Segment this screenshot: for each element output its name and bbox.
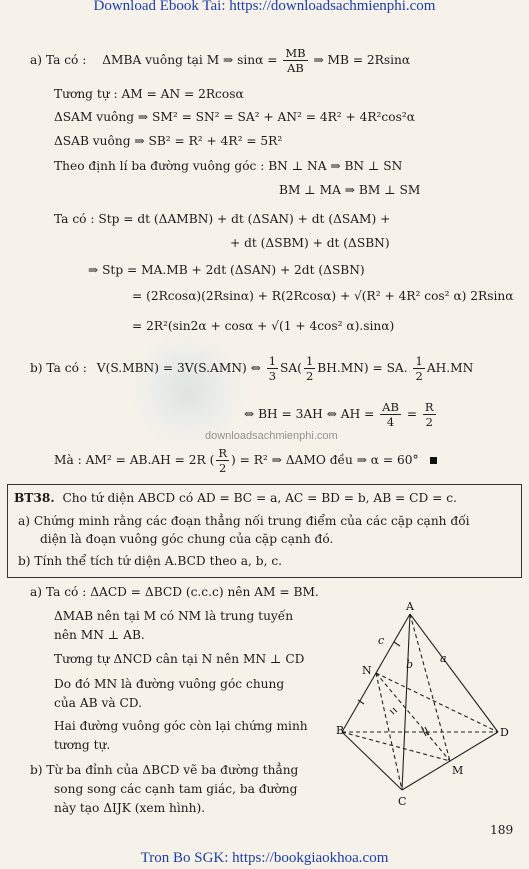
bt38-question-a1: a) Chứng minh rằng các đoạn thẳng nối trung điểm của các cặp cạnh đối [18, 514, 470, 528]
part-a-line1: a) Ta có : ΔMBA vuông tại M ⇒ sinα = $\frac{MB}{AB}$ ⇒ MB = 2Rsinα [30, 46, 411, 75]
part-a-line3: ΔSAM vuông ⇒ SM² = SN² = SA² + AN² = 4R² + 4R²cos²α [54, 110, 415, 124]
part-a-line10: = (2Rcosα)(2Rsinα) + R(2Rcosα) + √(R² + 4R² cos² α) 2Rsinα [132, 289, 514, 303]
part-a-line4: ΔSAB vuông ⇒ SB² = R² + 4R² = 5R² [54, 134, 283, 148]
part-a-line9: ⇒ Stp = MA.MB + 2dt (ΔSAN) + 2dt (ΔSBN) [88, 263, 365, 277]
edge-label-c: c [378, 634, 385, 647]
bt38-statement: BT38. Cho tứ diện ABCD có AD = BC = a, AC = BD = b, AB = CD = c. [14, 491, 457, 505]
vertex-label-c: C [398, 795, 407, 808]
solution-line4: Tương tự ΔNCD cân tại N nên MN ⊥ CD [54, 652, 305, 666]
header-link[interactable]: Download Ebook Tai: https://downloadsachmienphi.com [93, 0, 436, 14]
edge-label-a: a [440, 652, 447, 665]
solution-line5: Do đó MN là đường vuông góc chung [54, 677, 285, 691]
part-b-line2: ⇔ BH = 3AH ⇔ AH = $\frac{AB}{4}$ = $\frac{R}{2}$ [244, 400, 434, 429]
page-number: 189 [490, 823, 514, 837]
part-a-line5: Theo định lí ba đường vuông góc : BN ⊥ NA ⇒ BN ⊥ SN [54, 159, 403, 173]
part-a-label: a) Ta có : [30, 53, 87, 67]
bt38-title: BT38. [14, 491, 55, 505]
tetrahedron-figure [338, 600, 508, 810]
solution-line9: b) Từ ba đỉnh của ΔBCD vẽ ba đường thẳng [30, 763, 299, 777]
solution-line11: này tạo ΔIJK (xem hình). [54, 801, 206, 815]
end-of-proof-square [430, 457, 437, 464]
part-a-line6: BM ⊥ MA ⇒ BM ⊥ SM [279, 183, 421, 197]
vertex-label-d: D [500, 726, 509, 739]
edge-label-b: b [406, 658, 414, 671]
watermark-text: downloadsachmienphi.com [205, 430, 338, 442]
footer-link[interactable]: Tron Bo SGK: https://bookgiaokhoa.com [140, 850, 389, 866]
bt38-question-b: b) Tính thể tích tứ diện A.BCD theo a, b, c. [18, 554, 283, 568]
solution-line3: nên MN ⊥ AB. [54, 628, 145, 642]
solution-line7: Hai đường vuông góc còn lại chứng minh [54, 719, 308, 733]
solution-line1: a) Ta có : ΔACD = ΔBCD (c.c.c) nên AM = BM. [30, 585, 319, 599]
point-label-n: N [362, 664, 372, 677]
part-a-line11: = 2R²(sin2α + cosα + √(1 + 4cos² α).sinα) [132, 319, 395, 333]
part-a-line7: Ta có : Stp = dt (ΔAMBN) + dt (ΔSAN) + dt (ΔSAM) + [54, 212, 391, 226]
solution-line10: song song các cạnh tam giác, ba đường [54, 782, 298, 796]
vertex-label-b: B [336, 724, 345, 737]
vertex-label-a: A [406, 600, 414, 613]
part-a-line2: Tương tự : AM = AN = 2Rcosα [54, 87, 244, 101]
part-b-line1: b) Ta có : V(S.MBN) = 3V(S.AMN) ⇔ $\frac{1}{3}$ SA( $\frac{1}{2}$ BH.MN) = SA. $\frac{1}{2}$ AH.MN [30, 354, 474, 383]
point-label-m: M [452, 764, 464, 777]
solution-line8: tương tự. [54, 738, 111, 752]
solution-line6: của AB và CD. [54, 696, 143, 710]
solution-line2: ΔMAB nên tại M có NM là trung tuyến [54, 609, 294, 623]
bt38-question-a2: diện là đoạn vuông góc chung của cặp cạnh đó. [40, 532, 334, 546]
fraction-mb-ab: $\frac{MB}{AB}$ [285, 46, 306, 75]
part-b-line3: Mà : AM² = AB.AH = 2R ( $\frac{R}{2}$ ) = R² ⇒ ΔAMO đều ⇒ α = 60° [54, 446, 437, 475]
part-a-line8: + dt (ΔSBM) + dt (ΔSBN) [230, 236, 390, 250]
